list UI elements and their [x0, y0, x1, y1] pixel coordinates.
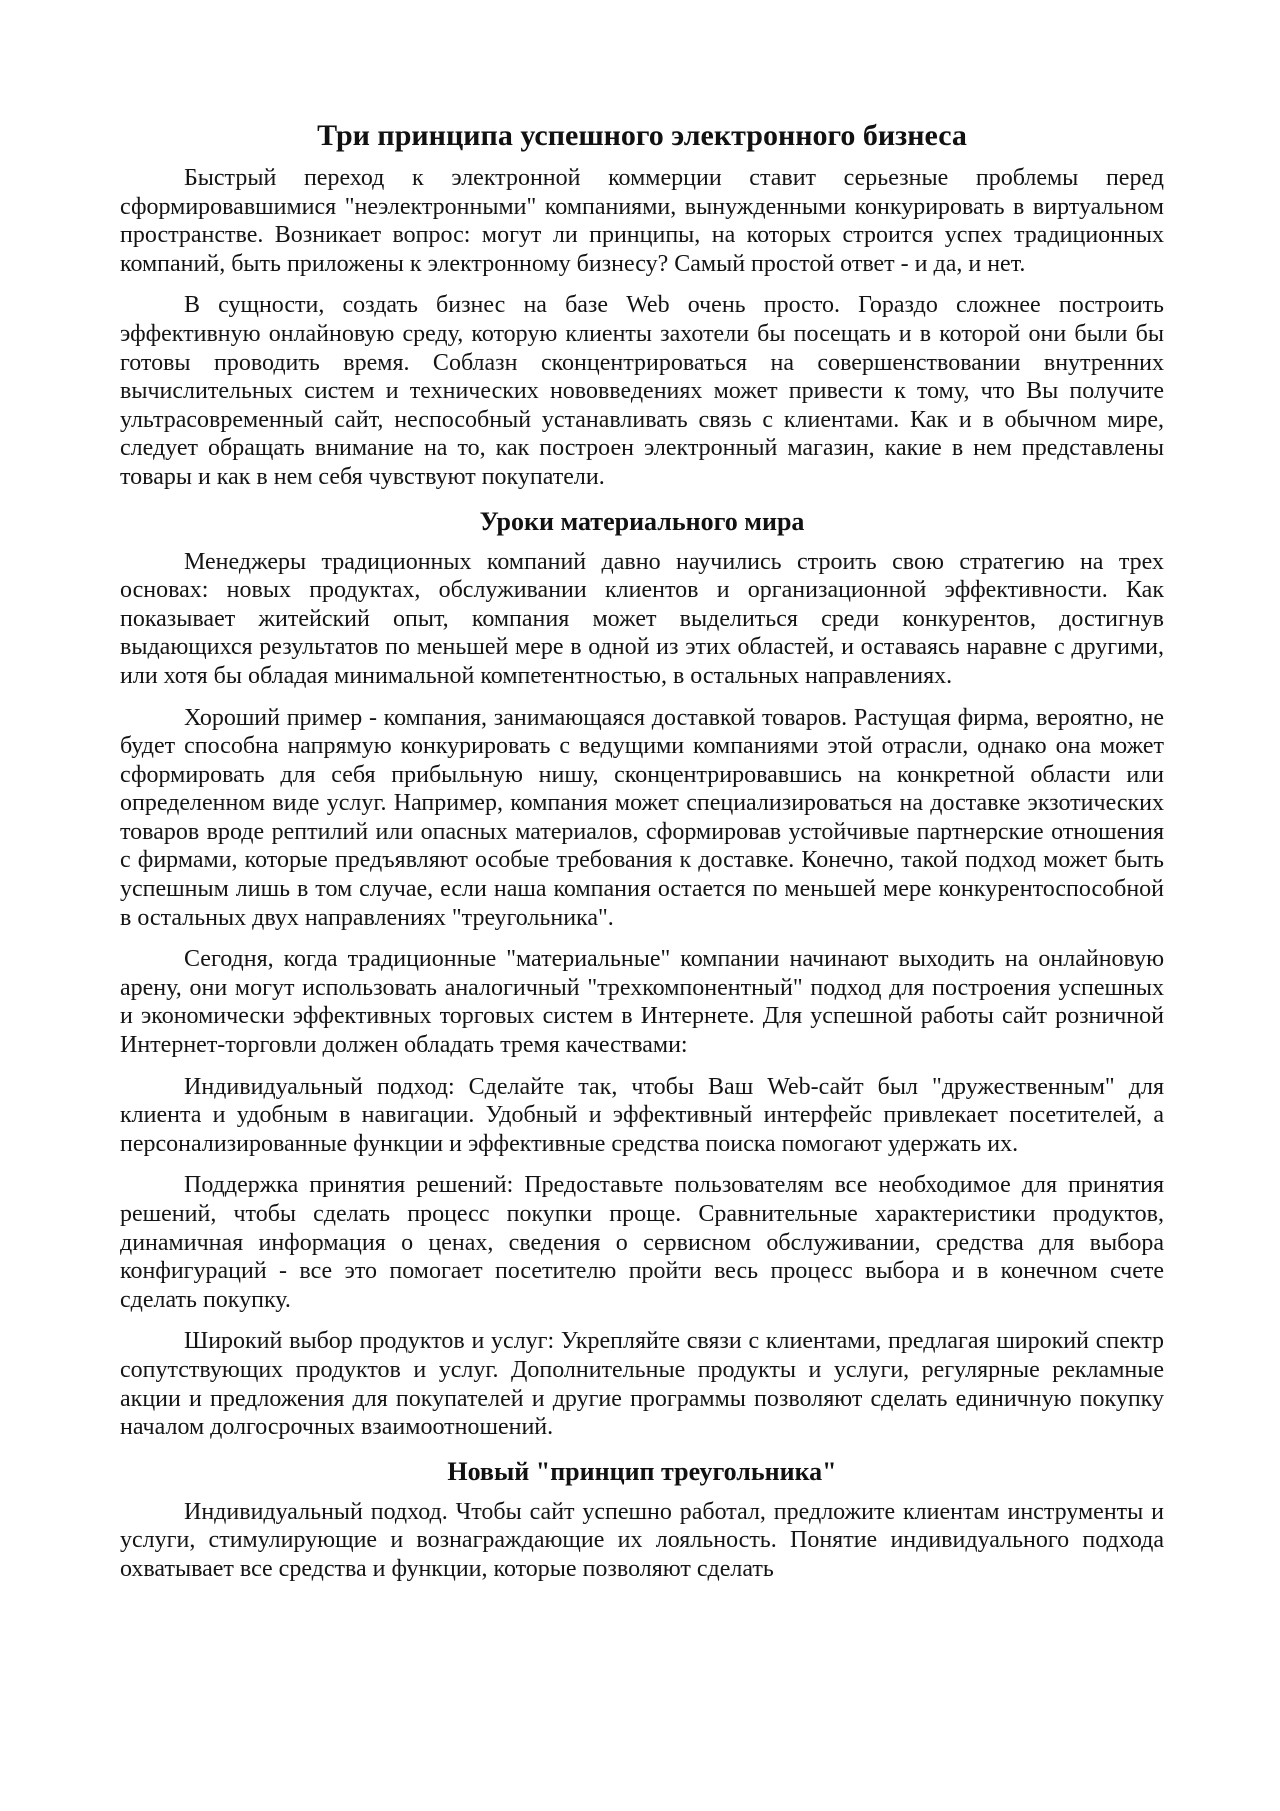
intro-paragraph-1: Быстрый переход к электронной коммерции ставит серьезные проблемы перед сформировавшимися "неэлектронными" компаниями, вынужденными конкурировать в виртуальном пространстве. Возникает вопрос: могут ли принципы, на которых строится успех традиционных компаний, быть приложены к электронному бизнесу? Самый простой ответ - и да, и нет.	[120, 165, 1164, 277]
page-title: Три принципа успешного электронного бизнеса	[317, 119, 967, 152]
section1-paragraph-4: Индивидуальный подход: Сделайте так, чтобы Ваш Web-сайт был "дружественным" для клиента и удобным в навигации. Удобный и эффективный интерфейс привлекает посетителей, а персонализированные функции и эффективные средства поиска помогают удержать их.	[120, 1073, 1164, 1157]
section1-paragraph-2: Хороший пример - компания, занимающаяся доставкой товаров. Растущая фирма, вероятно, не будет способна напрямую конкурировать с ведущими компаниями этой отрасли, однако она может сформировать для себя прибыльную нишу, сконцентрировавшись на конкретной области или определенном виде услуг. Например, компания может специализироваться на доставке экзотических товаров вроде рептилий или опасных материалов, сформировав устойчивые партнерские отношения с фирмами, которые предъявляют особые требования к доставке. Конечно, такой подход может быть успешным лишь в том случае, если наша компания остается по меньшей мере конкурентоспособной в остальных двух направлениях "треугольника".	[120, 704, 1164, 931]
section-heading-lessons: Уроки материального мира	[479, 506, 805, 536]
document-page	[120, 118, 1164, 1584]
section1-paragraph-5: Поддержка принятия решений: Предоставьте пользователям все необходимое для принятия решений, чтобы сделать процесс покупки проще. Сравнительные характеристики продуктов, динамичная информация о ценах, сведения о сервисном обслуживании, средства для выбора конфигураций - все это помогает посетителю пройти весь процесс выбора и в конечном счете сделать покупку.	[120, 1172, 1164, 1313]
section1-paragraph-6: Широкий выбор продуктов и услуг: Укрепляйте связи с клиентами, предлагая широкий спектр сопутствующих продуктов и услуг. Дополнительные продукты и услуги, регулярные рекламные акции и предложения для покупателей и другие программы позволяют сделать единичную покупку началом долгосрочных взаимоотношений.	[120, 1328, 1164, 1441]
section1-paragraph-3: Сегодня, когда традиционные "материальные" компании начинают выходить на онлайновую арену, они могут использовать аналогичный "трехкомпонентный" подход для построения успешных и экономически эффективных торговых систем в Интернете. Для успешной работы сайт розничной Интернет-торговли должен обладать тремя качествами:	[120, 946, 1164, 1059]
intro-paragraph-2: В сущности, создать бизнес на базе Web очень просто. Гораздо сложнее построить эффективную онлайновую среду, которую клиенты захотели бы посещать и в которой они были бы готовы проводить время. Соблазн сконцентрироваться на совершенствовании внутренних вычислительных систем и технических нововведениях может привести к тому, что Вы получите ультрасовременный сайт, неспособный устанавливать связь с клиентами. Как и в обычном мире, следует обращать внимание на то, как построен электронный магазин, какие в нем представлены товары и как в нем себя чувствуют покупатели.	[120, 292, 1164, 490]
section1-paragraph-1: Менеджеры традиционных компаний давно научились строить свою стратегию на трех основах: новых продуктах, обслуживании клиентов и организационной эффективности. Как показывает житейский опыт, компания может выделиться среди конкурентов, достигнув выдающихся результатов по меньшей мере в одной из этих областей, и оставаясь наравне с другими, или хотя бы обладая минимальной компетентностью, в остальных направлениях.	[120, 548, 1164, 689]
section-heading-triangle: Новый "принцип треугольника"	[447, 1456, 837, 1486]
section2-paragraph-1: Индивидуальный подход. Чтобы сайт успешно работал, предложите клиентам инструменты и услуги, стимулирующие и вознаграждающие их лояльность. Понятие индивидуального подхода охватывает все средства и функции, которые позволяют сделать	[120, 1498, 1164, 1582]
